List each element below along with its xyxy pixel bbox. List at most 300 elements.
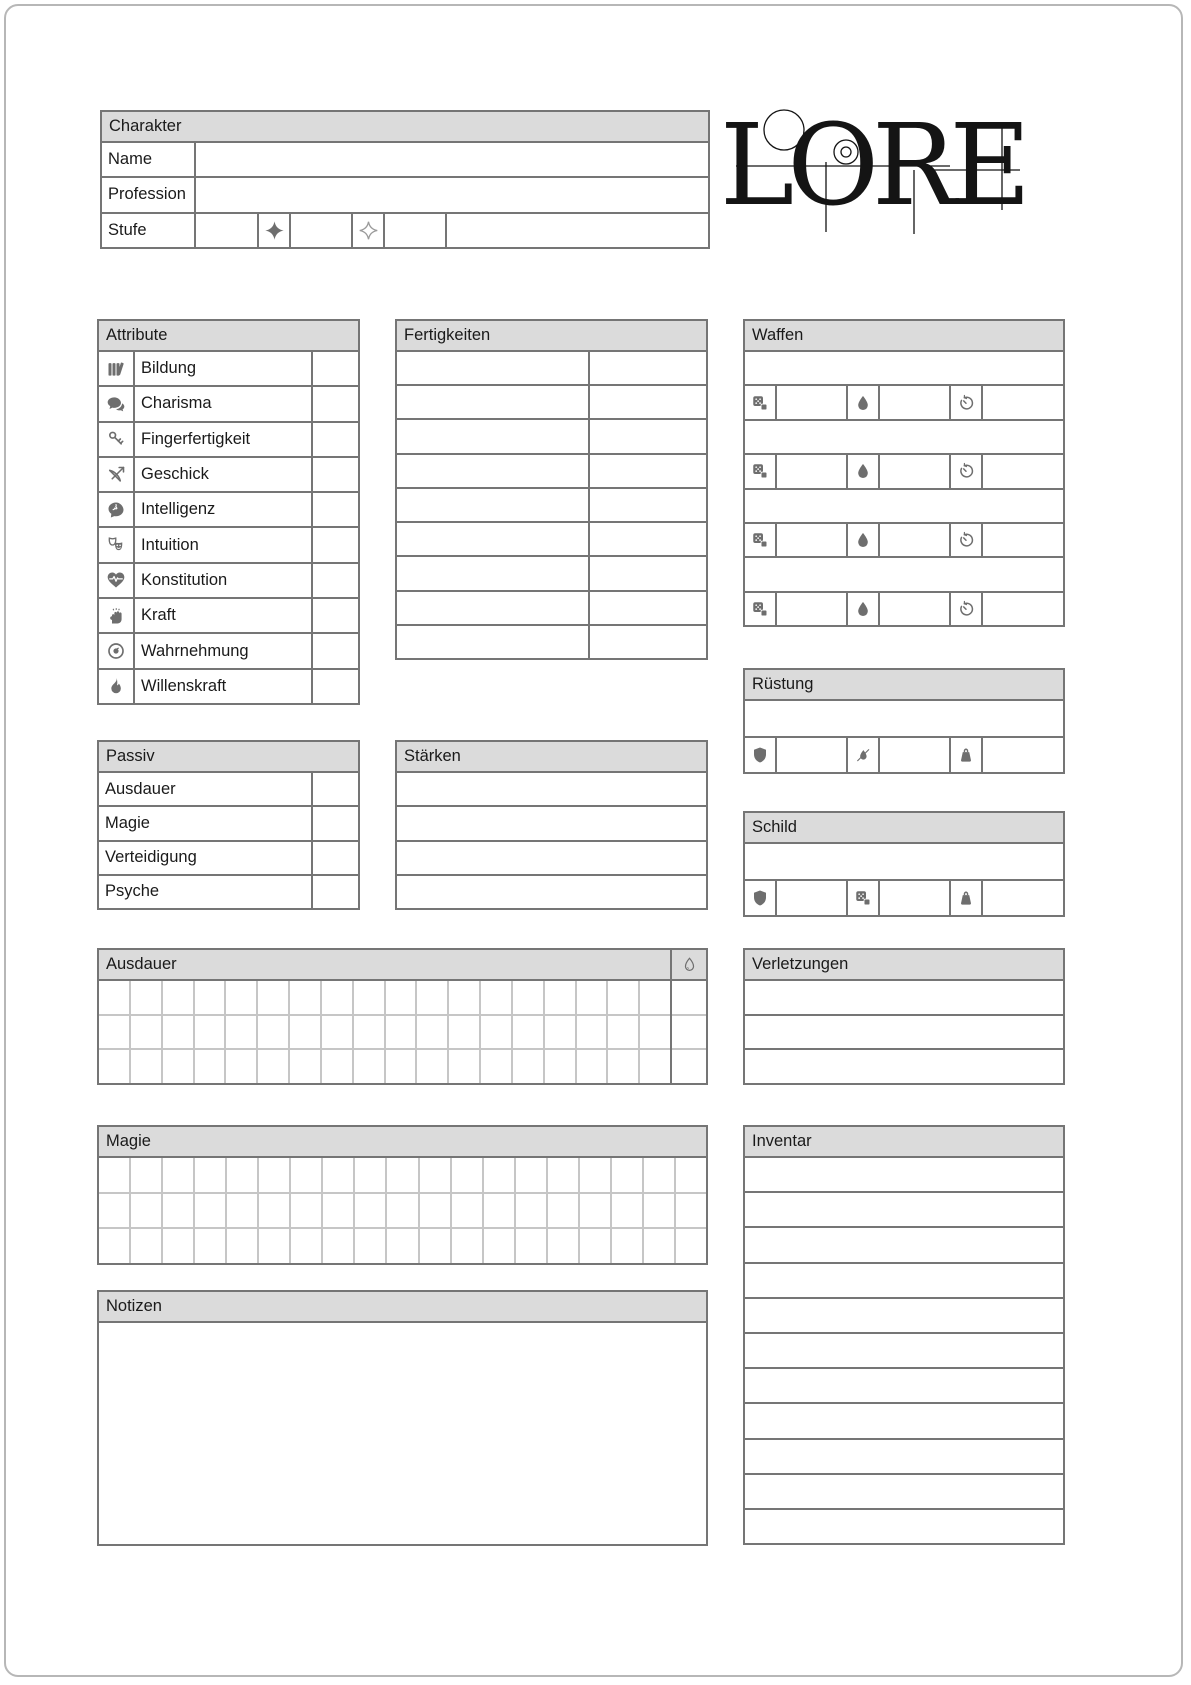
eye-icon-cell — [99, 634, 135, 667]
ausdauer-extra-box[interactable] — [672, 1016, 706, 1049]
ausdauer-box[interactable] — [354, 1050, 384, 1083]
ausdauer-box[interactable] — [322, 1016, 352, 1049]
attribute-value-geschick[interactable] — [313, 458, 358, 491]
magie-box[interactable] — [580, 1194, 610, 1228]
weapon-1-timer-value-cell[interactable] — [983, 386, 1063, 418]
dice-icon — [751, 600, 769, 618]
fertigkeit-row — [397, 455, 706, 489]
ausdauer-box[interactable] — [608, 1016, 638, 1049]
ausdauer-grid — [99, 981, 670, 1083]
magie-box[interactable] — [227, 1229, 257, 1263]
stufe-label: Stufe — [102, 214, 196, 247]
staerke-field[interactable] — [397, 876, 706, 908]
magie-box[interactable] — [355, 1229, 385, 1263]
verletzungen-section-title: Verletzungen — [752, 955, 849, 973]
ausdauer-box[interactable] — [131, 981, 161, 1014]
magie-box[interactable] — [644, 1194, 674, 1228]
fertigkeit-value-cell[interactable] — [590, 420, 706, 452]
magie-box[interactable] — [516, 1229, 546, 1263]
timer-icon — [957, 600, 975, 618]
fertigkeit-name-field[interactable] — [397, 626, 590, 658]
passiv-value-psyche[interactable] — [313, 876, 358, 908]
magie-box[interactable] — [516, 1158, 546, 1192]
fertigkeit-value-cell[interactable] — [590, 523, 706, 555]
weapon-2-stat-row — [745, 455, 1063, 489]
weapon-name-field[interactable] — [745, 421, 1063, 453]
ausdauer-box[interactable] — [226, 1050, 256, 1083]
magie-box[interactable] — [323, 1158, 353, 1192]
ausdauer-box[interactable] — [545, 981, 575, 1014]
ausdauer-box[interactable] — [322, 1050, 352, 1083]
weapon-name-field[interactable] — [745, 490, 1063, 522]
notizen-text-area[interactable] — [99, 1323, 706, 1544]
ausdauer-box[interactable] — [290, 1050, 320, 1083]
weapon-3-droplet-value-cell[interactable] — [880, 524, 951, 556]
weapon-1-dice-value-cell[interactable] — [777, 386, 848, 418]
schild-dice-value-cell[interactable] — [880, 881, 951, 916]
ausdauer-box[interactable] — [640, 1050, 670, 1083]
attribute-label-willenskraft: Willenskraft — [135, 670, 313, 703]
magie-box[interactable] — [259, 1194, 289, 1228]
droplet-icon — [854, 394, 872, 412]
charakter-section-title: Charakter — [109, 117, 182, 135]
weapon-3-dice-value-cell[interactable] — [777, 524, 848, 556]
theater-masks-icon — [106, 535, 126, 555]
magie-box[interactable] — [131, 1194, 161, 1228]
magie-box[interactable] — [420, 1194, 450, 1228]
key-icon-cell — [99, 423, 135, 456]
magie-box[interactable] — [259, 1158, 289, 1192]
ausdauer-box[interactable] — [640, 1016, 670, 1049]
ausdauer-box[interactable] — [195, 981, 225, 1014]
fertigkeiten-rows — [397, 352, 706, 658]
fist-icon — [106, 606, 126, 626]
passiv-label-verteidigung: Verteidigung — [99, 842, 313, 874]
ausdauer-box[interactable] — [577, 981, 607, 1014]
ausdauer-box[interactable] — [258, 981, 288, 1014]
ausdauer-box[interactable] — [354, 981, 384, 1014]
charakter-row-name — [102, 143, 708, 178]
ausdauer-box[interactable] — [195, 1050, 225, 1083]
schild-weight-value-cell[interactable] — [983, 881, 1063, 916]
attribute-value-bildung[interactable] — [313, 352, 358, 385]
magie-box[interactable] — [676, 1194, 706, 1228]
weapon-3-dice-icon-cell — [745, 524, 777, 556]
ausdauer-box[interactable] — [608, 981, 638, 1014]
inventar-item-field[interactable] — [745, 1404, 1063, 1437]
weapon-3-name-row — [745, 490, 1063, 524]
dice-icon — [751, 531, 769, 549]
magie-box[interactable] — [355, 1194, 385, 1228]
ausdauer-box[interactable] — [386, 1050, 416, 1083]
staerke-row — [397, 842, 706, 876]
weapon-4-droplet-icon-cell — [848, 593, 880, 625]
fertigkeit-name-field[interactable] — [397, 557, 590, 589]
fertigkeit-name-field[interactable] — [397, 386, 590, 418]
ausdauer-box[interactable] — [640, 981, 670, 1014]
inventar-item-field[interactable] — [745, 1369, 1063, 1402]
bow-arrow-icon-cell — [99, 458, 135, 491]
magie-box[interactable] — [548, 1158, 578, 1192]
magie-box[interactable] — [291, 1158, 321, 1192]
attribute-row-intelligenz — [99, 493, 358, 528]
attribute-label-charisma: Charisma — [135, 387, 313, 420]
inventar-section-title: Inventar — [752, 1132, 812, 1150]
ausdauer-box[interactable] — [163, 981, 193, 1014]
weapon-2-droplet-value-cell[interactable] — [880, 455, 951, 487]
magie-box[interactable] — [644, 1158, 674, 1192]
ausdauer-box[interactable] — [481, 1050, 511, 1083]
fertigkeit-name-field[interactable] — [397, 523, 590, 555]
inventar-item-field[interactable] — [745, 1299, 1063, 1332]
ausdauer-box[interactable] — [545, 1016, 575, 1049]
ausdauer-box[interactable] — [481, 981, 511, 1014]
magie-box[interactable] — [484, 1194, 514, 1228]
magie-box[interactable] — [484, 1229, 514, 1263]
stufe-value-cell[interactable] — [385, 214, 447, 247]
weapon-1-name-row — [745, 352, 1063, 386]
weapon-1-droplet-value-cell[interactable] — [880, 386, 951, 418]
attribute-value-intuition[interactable] — [313, 528, 358, 561]
ausdauer-box[interactable] — [354, 1016, 384, 1049]
ausdauer-box[interactable] — [577, 1050, 607, 1083]
attribute-section-title: Attribute — [106, 326, 168, 344]
ruestung-section-title: Rüstung — [752, 675, 814, 693]
fertigkeit-name-field[interactable] — [397, 352, 590, 384]
fertigkeiten-section-title: Fertigkeiten — [404, 326, 491, 344]
passiv-value-magie[interactable] — [313, 807, 358, 839]
inventar-section-header — [745, 1127, 1063, 1158]
magie-box[interactable] — [227, 1158, 257, 1192]
ausdauer-box[interactable] — [290, 981, 320, 1014]
inventar-item-field[interactable] — [745, 1228, 1063, 1261]
weapon-2-timer-value-cell[interactable] — [983, 455, 1063, 487]
speech-bubbles-icon — [106, 394, 126, 414]
magie-box[interactable] — [355, 1158, 385, 1192]
magie-box[interactable] — [387, 1194, 417, 1228]
ausdauer-box[interactable] — [386, 1016, 416, 1049]
staerke-row — [397, 807, 706, 841]
magie-box[interactable] — [131, 1229, 161, 1263]
ausdauer-box[interactable] — [195, 1016, 225, 1049]
fertigkeit-row — [397, 523, 706, 557]
weapon-1-dice-icon-cell — [745, 386, 777, 418]
magie-box[interactable] — [676, 1229, 706, 1263]
weapon-2-dice-value-cell[interactable] — [777, 455, 848, 487]
attribute-value-konstitution[interactable] — [313, 564, 358, 597]
staerke-field[interactable] — [397, 842, 706, 874]
staerke-field[interactable] — [397, 807, 706, 839]
ruestung-rows — [745, 701, 1063, 772]
fertigkeit-row — [397, 420, 706, 454]
ruestung-droplet-slash-value-cell[interactable] — [880, 738, 951, 773]
magie-box[interactable] — [516, 1194, 546, 1228]
fertigkeit-value-cell[interactable] — [590, 626, 706, 658]
magie-box[interactable] — [387, 1158, 417, 1192]
magie-box[interactable] — [259, 1229, 289, 1263]
attribute-label-fingerfertigkeit: Fingerfertigkeit — [135, 423, 313, 456]
weapon-name-field[interactable] — [745, 558, 1063, 590]
notizen-section-header — [99, 1292, 706, 1323]
staerken-section-title: Stärken — [404, 747, 461, 765]
ausdauer-box[interactable] — [449, 1050, 479, 1083]
dice-icon — [854, 889, 872, 907]
ausdauer-box[interactable] — [386, 981, 416, 1014]
magie-box[interactable] — [580, 1158, 610, 1192]
magie-box[interactable] — [163, 1158, 193, 1192]
magie-box[interactable] — [580, 1229, 610, 1263]
ausdauer-box[interactable] — [417, 1016, 447, 1049]
ausdauer-box[interactable] — [513, 981, 543, 1014]
schild-name-field[interactable] — [745, 844, 1063, 879]
ausdauer-box[interactable] — [99, 1016, 129, 1049]
timer-icon — [957, 462, 975, 480]
stufe-value-cell[interactable] — [447, 214, 708, 247]
ausdauer-box[interactable] — [322, 981, 352, 1014]
weapon-4-timer-value-cell[interactable] — [983, 593, 1063, 625]
verletzungen-section — [743, 948, 1065, 1085]
magie-box[interactable] — [612, 1158, 642, 1192]
magie-box[interactable] — [612, 1194, 642, 1228]
fertigkeit-value-cell[interactable] — [590, 352, 706, 384]
inventar-row — [745, 1264, 1063, 1299]
weapon-4-dice-icon-cell — [745, 593, 777, 625]
ausdauer-box[interactable] — [163, 1016, 193, 1049]
star-outline-icon — [358, 220, 379, 241]
shield-icon — [751, 889, 769, 907]
heartbeat-icon — [106, 570, 126, 590]
ausdauer-box[interactable] — [226, 1016, 256, 1049]
attribute-row-willenskraft — [99, 670, 358, 703]
magie-box[interactable] — [420, 1158, 450, 1192]
weapon-4-timer-icon-cell — [951, 593, 983, 625]
inventar-item-field[interactable] — [745, 1334, 1063, 1367]
ausdauer-section-title-cell — [99, 950, 670, 979]
schild-shield-value-cell[interactable] — [777, 881, 848, 916]
ausdauer-box[interactable] — [417, 981, 447, 1014]
inventar-rows — [745, 1158, 1063, 1543]
magie-box[interactable] — [99, 1229, 129, 1263]
magie-box[interactable] — [452, 1229, 482, 1263]
fertigkeit-name-field[interactable] — [397, 455, 590, 487]
brain-icon — [106, 500, 126, 520]
fertigkeit-value-cell[interactable] — [590, 557, 706, 589]
ruestung-shield-icon-cell — [745, 738, 777, 773]
ausdauer-box[interactable] — [513, 1016, 543, 1049]
attribute-row-bildung — [99, 352, 358, 387]
brain-icon-cell — [99, 493, 135, 526]
passiv-rows — [99, 773, 358, 908]
inventar-item-field[interactable] — [745, 1510, 1063, 1543]
ausdauer-box[interactable] — [226, 981, 256, 1014]
inventar-item-field[interactable] — [745, 1475, 1063, 1508]
attribute-value-fingerfertigkeit[interactable] — [313, 423, 358, 456]
attribute-value-charisma[interactable] — [313, 387, 358, 420]
staerke-row — [397, 876, 706, 908]
ausdauer-box[interactable] — [99, 1050, 129, 1083]
verletzung-field[interactable] — [745, 1016, 1063, 1049]
passiv-row-magie — [99, 807, 358, 841]
notizen-section-title: Notizen — [106, 1297, 162, 1315]
inventar-item-field[interactable] — [745, 1158, 1063, 1191]
inventar-row — [745, 1404, 1063, 1439]
ausdauer-box[interactable] — [577, 1016, 607, 1049]
profession-field[interactable] — [196, 178, 708, 211]
inventar-row — [745, 1475, 1063, 1510]
profession-label: Profession — [102, 178, 196, 211]
ausdauer-box[interactable] — [608, 1050, 638, 1083]
staerken-section-header — [397, 742, 706, 773]
passiv-label-ausdauer: Ausdauer — [99, 773, 313, 805]
weapon-2-name-row — [745, 421, 1063, 455]
attribute-value-wahrnehmung[interactable] — [313, 634, 358, 667]
ausdauer-box[interactable] — [290, 1016, 320, 1049]
verletzung-field[interactable] — [745, 1050, 1063, 1083]
magie-box[interactable] — [644, 1229, 674, 1263]
fertigkeit-row — [397, 626, 706, 658]
passiv-section-header — [99, 742, 358, 773]
magie-box[interactable] — [195, 1158, 225, 1192]
magie-box[interactable] — [291, 1229, 321, 1263]
eye-icon — [106, 641, 126, 661]
ruestung-shield-value-cell[interactable] — [777, 738, 848, 773]
magie-grid-wrap — [99, 1158, 706, 1263]
magie-box[interactable] — [420, 1229, 450, 1263]
schild-section-title: Schild — [752, 818, 797, 836]
weapon-1-droplet-icon-cell — [848, 386, 880, 418]
fertigkeit-value-cell[interactable] — [590, 592, 706, 624]
inventar-row — [745, 1334, 1063, 1369]
magie-box[interactable] — [323, 1229, 353, 1263]
magie-box[interactable] — [99, 1194, 129, 1228]
magie-box[interactable] — [676, 1158, 706, 1192]
magie-box[interactable] — [195, 1229, 225, 1263]
inventar-item-field[interactable] — [745, 1264, 1063, 1297]
verletzungen-section-header — [745, 950, 1063, 981]
fertigkeit-value-cell[interactable] — [590, 489, 706, 521]
fertigkeit-row — [397, 489, 706, 523]
fertigkeit-row — [397, 386, 706, 420]
weapon-3-timer-value-cell[interactable] — [983, 524, 1063, 556]
passiv-section — [97, 740, 360, 910]
magie-box[interactable] — [291, 1194, 321, 1228]
svg-text:LORE: LORE — [719, 101, 1025, 231]
magie-section-title: Magie — [106, 1132, 151, 1150]
inventar-row — [745, 1299, 1063, 1334]
ruestung-weight-value-cell[interactable] — [983, 738, 1063, 773]
name-label: Name — [102, 143, 196, 176]
ausdauer-box[interactable] — [417, 1050, 447, 1083]
ausdauer-box[interactable] — [545, 1050, 575, 1083]
ausdauer-extra-box[interactable] — [672, 1050, 706, 1083]
fertigkeit-value-cell[interactable] — [590, 455, 706, 487]
magie-box[interactable] — [163, 1229, 193, 1263]
magie-box[interactable] — [195, 1194, 225, 1228]
passiv-row-verteidigung — [99, 842, 358, 876]
ausdauer-box[interactable] — [449, 981, 479, 1014]
ausdauer-box[interactable] — [258, 1050, 288, 1083]
fertigkeit-row — [397, 557, 706, 591]
ausdauer-extra-box[interactable] — [672, 981, 706, 1014]
verletzung-field[interactable] — [745, 981, 1063, 1014]
magie-box[interactable] — [548, 1194, 578, 1228]
ausdauer-extra-column — [670, 981, 706, 1083]
fertigkeit-name-field[interactable] — [397, 489, 590, 521]
magie-box[interactable] — [99, 1158, 129, 1192]
magie-section-header — [99, 1127, 706, 1158]
staerke-row — [397, 773, 706, 807]
attribute-value-willenskraft[interactable] — [313, 670, 358, 703]
inventar-item-field[interactable] — [745, 1193, 1063, 1226]
magie-box[interactable] — [323, 1194, 353, 1228]
ausdauer-box[interactable] — [99, 981, 129, 1014]
ausdauer-box[interactable] — [131, 1050, 161, 1083]
fertigkeit-name-field[interactable] — [397, 420, 590, 452]
fertigkeit-value-cell[interactable] — [590, 386, 706, 418]
ausdauer-box[interactable] — [481, 1016, 511, 1049]
weapon-name-field[interactable] — [745, 352, 1063, 384]
inventar-row — [745, 1510, 1063, 1543]
inventar-row — [745, 1369, 1063, 1404]
magie-box[interactable] — [548, 1229, 578, 1263]
ruestung-stat-row — [745, 738, 1063, 773]
attribute-value-intelligenz[interactable] — [313, 493, 358, 526]
charakter-row-stufe — [102, 214, 708, 247]
attribute-row-geschick — [99, 458, 358, 493]
attribute-row-konstitution — [99, 564, 358, 599]
stufe-value-cell[interactable] — [196, 214, 259, 247]
ausdauer-box[interactable] — [131, 1016, 161, 1049]
magie-box[interactable] — [131, 1158, 161, 1192]
weapon-3-timer-icon-cell — [951, 524, 983, 556]
attribute-value-kraft[interactable] — [313, 599, 358, 632]
magie-box[interactable] — [452, 1158, 482, 1192]
stufe-value-cell[interactable] — [291, 214, 353, 247]
flame-icon — [106, 676, 126, 696]
passiv-value-ausdauer[interactable] — [313, 773, 358, 805]
staerke-field[interactable] — [397, 773, 706, 805]
magie-box[interactable] — [227, 1194, 257, 1228]
magie-box[interactable] — [484, 1158, 514, 1192]
ausdauer-box[interactable] — [449, 1016, 479, 1049]
weapon-4-droplet-value-cell[interactable] — [880, 593, 951, 625]
shield-icon — [751, 746, 769, 764]
ruestung-name-field[interactable] — [745, 701, 1063, 736]
magie-box[interactable] — [163, 1194, 193, 1228]
schild-section — [743, 811, 1065, 917]
inventar-item-field[interactable] — [745, 1440, 1063, 1473]
fertigkeit-name-field[interactable] — [397, 592, 590, 624]
passiv-value-verteidigung[interactable] — [313, 842, 358, 874]
weapon-4-dice-value-cell[interactable] — [777, 593, 848, 625]
bow-arrow-icon — [106, 465, 126, 485]
magie-box[interactable] — [452, 1194, 482, 1228]
ausdauer-box[interactable] — [513, 1050, 543, 1083]
magie-box[interactable] — [387, 1229, 417, 1263]
attribute-row-kraft — [99, 599, 358, 634]
inventar-row — [745, 1158, 1063, 1193]
ruestung-weight-icon-cell — [951, 738, 983, 773]
star-filled-icon — [264, 220, 285, 241]
staerken-rows — [397, 773, 706, 908]
name-field[interactable] — [196, 143, 708, 176]
ausdauer-box[interactable] — [163, 1050, 193, 1083]
waffen-rows — [745, 352, 1063, 625]
ausdauer-box[interactable] — [258, 1016, 288, 1049]
attribute-label-bildung: Bildung — [135, 352, 313, 385]
magie-box[interactable] — [612, 1229, 642, 1263]
fertigkeit-row — [397, 592, 706, 626]
